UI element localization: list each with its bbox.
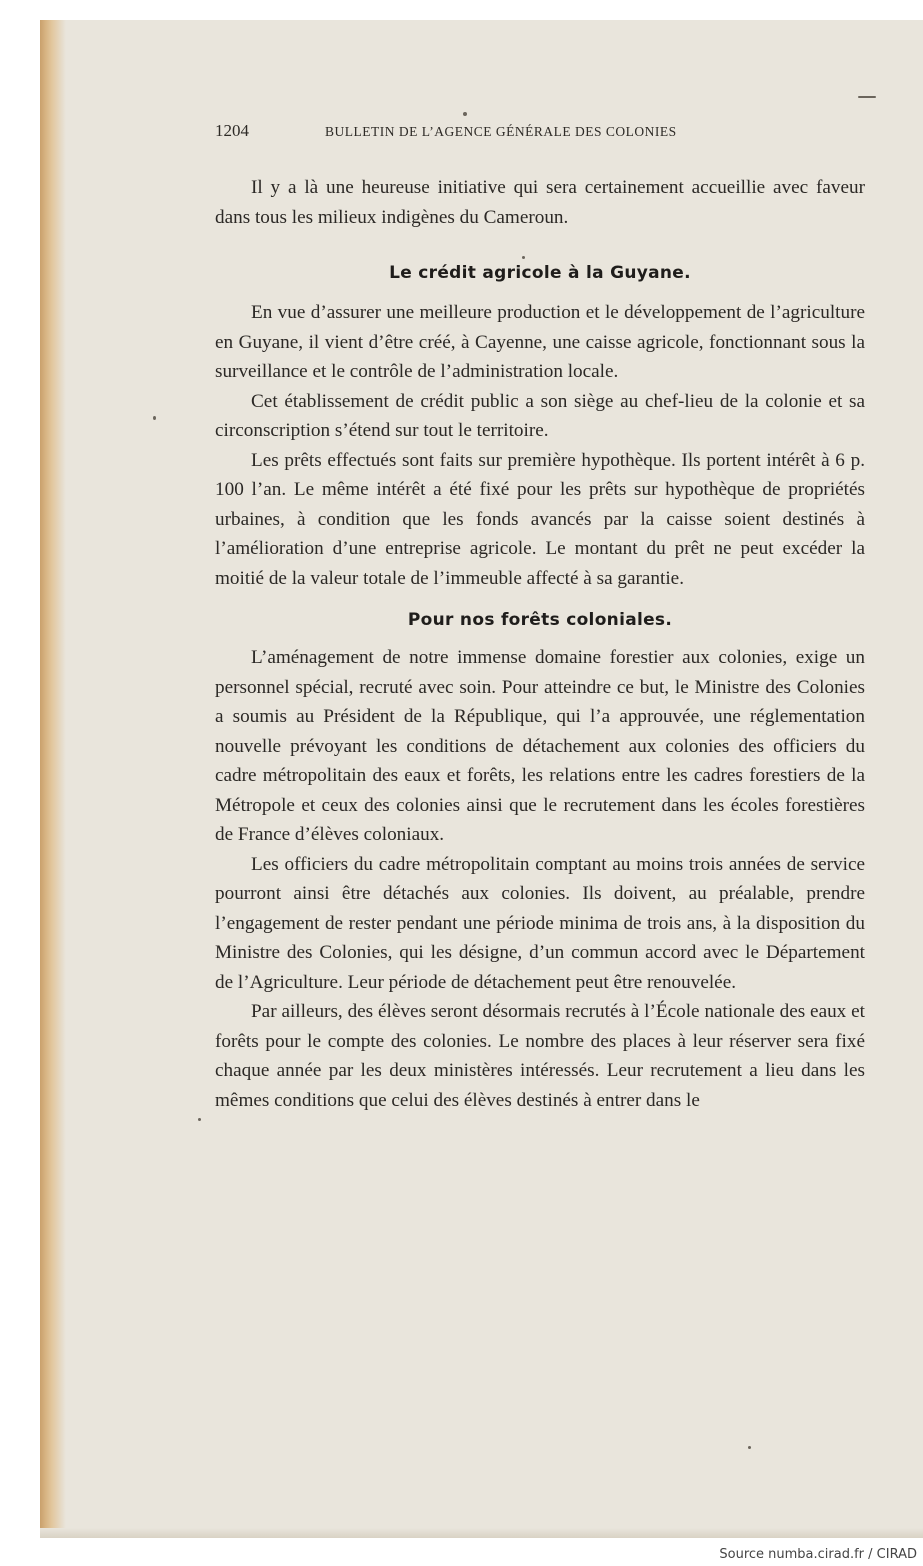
body-text bbox=[215, 173, 865, 1115]
ink-speck bbox=[748, 1446, 751, 1449]
ink-speck bbox=[153, 416, 156, 420]
page-number: 1204 bbox=[215, 121, 249, 140]
paragraph: L’aménagement de notre immense domaine forestier aux colonies, exige un personnel spécial, recruté avec soin. Pour atteindre ce but, le Ministre des Colonies a soumis au Président de la République, qui l’a approuvée, une réglementation nouvelle prévoyant les conditions de détachement aux colonies des officiers du cadre métropolitain des eaux et forêts, les relations entre les cadres forestiers de la Métropole et ceux des colonies ainsi que le recrutement dans les écoles forestières de France d’élèves coloniaux. bbox=[215, 647, 865, 845]
paragraph: Cet établissement de crédit public a son siège au chef-lieu de la colonie et sa circonscription s’étend sur tout le territoire. bbox=[215, 390, 865, 441]
page-header bbox=[215, 121, 865, 145]
section-heading-credit-agricole: Le crédit agricole à la Guyane. bbox=[389, 263, 691, 283]
running-title: BULLETIN DE L’AGENCE GÉNÉRALE DES COLONIES bbox=[325, 124, 677, 139]
ink-speck bbox=[463, 112, 467, 116]
intro-paragraph: Il y a là une heureuse initiative qui sera certainement accueillie avec faveur dans tous les milieux indigènes du Cameroun. bbox=[215, 177, 865, 228]
paragraph: En vue d’assurer une meilleure production et le développement de l’agriculture en Guyane, il vient d’être créé, à Cayenne, une caisse agricole, fonctionnant sous la surveillance et le contrôle de l’administration locale. bbox=[215, 302, 865, 382]
paragraph: Les officiers du cadre métropolitain comptant au moins trois années de service pourront ainsi être détachés aux colonies. Ils doivent, au préalable, prendre l’engagement de rester pendant une période minima de trois ans, à la disposition du Ministre des Colonies, qui les désigne, d’un commun accord avec le Département de l’Agriculture. Leur période de détachement peut être renouvelée. bbox=[215, 853, 865, 993]
section-heading-forets-coloniales: Pour nos forêts coloniales. bbox=[407, 610, 673, 630]
page-bottom-edge bbox=[40, 1528, 923, 1538]
paragraph: Par ailleurs, des élèves seront désormais recrutés à l’École nationale des eaux et forêts pour le compte des colonies. Le nombre des places à leur réserver sera fixé chaque année par les deux ministères intéressés. Leur recrutement a lieu dans les mêmes conditions que celui des élèves destinés à entrer dans le bbox=[215, 1001, 865, 1111]
page-edge-shadow bbox=[40, 20, 66, 1538]
paragraph: Les prêts effectués sont faits sur première hypothèque. Ils portent intérêt à 6 p. 100 l’an. Le même intérêt a été fixé pour les prêts sur hypothèque de propriétés urbaines, à condition que les fonds avancés par la caisse soient destinés à l’amélioration d’une entreprise agricole. Le montant du prêt ne peut excéder la moitié de la valeur totale de l’immeuble affecté à sa garantie. bbox=[215, 449, 865, 589]
source-credit: Source numba.cirad.fr / CIRAD bbox=[719, 1547, 917, 1562]
ink-speck bbox=[198, 1118, 201, 1121]
ink-speck bbox=[858, 96, 876, 98]
